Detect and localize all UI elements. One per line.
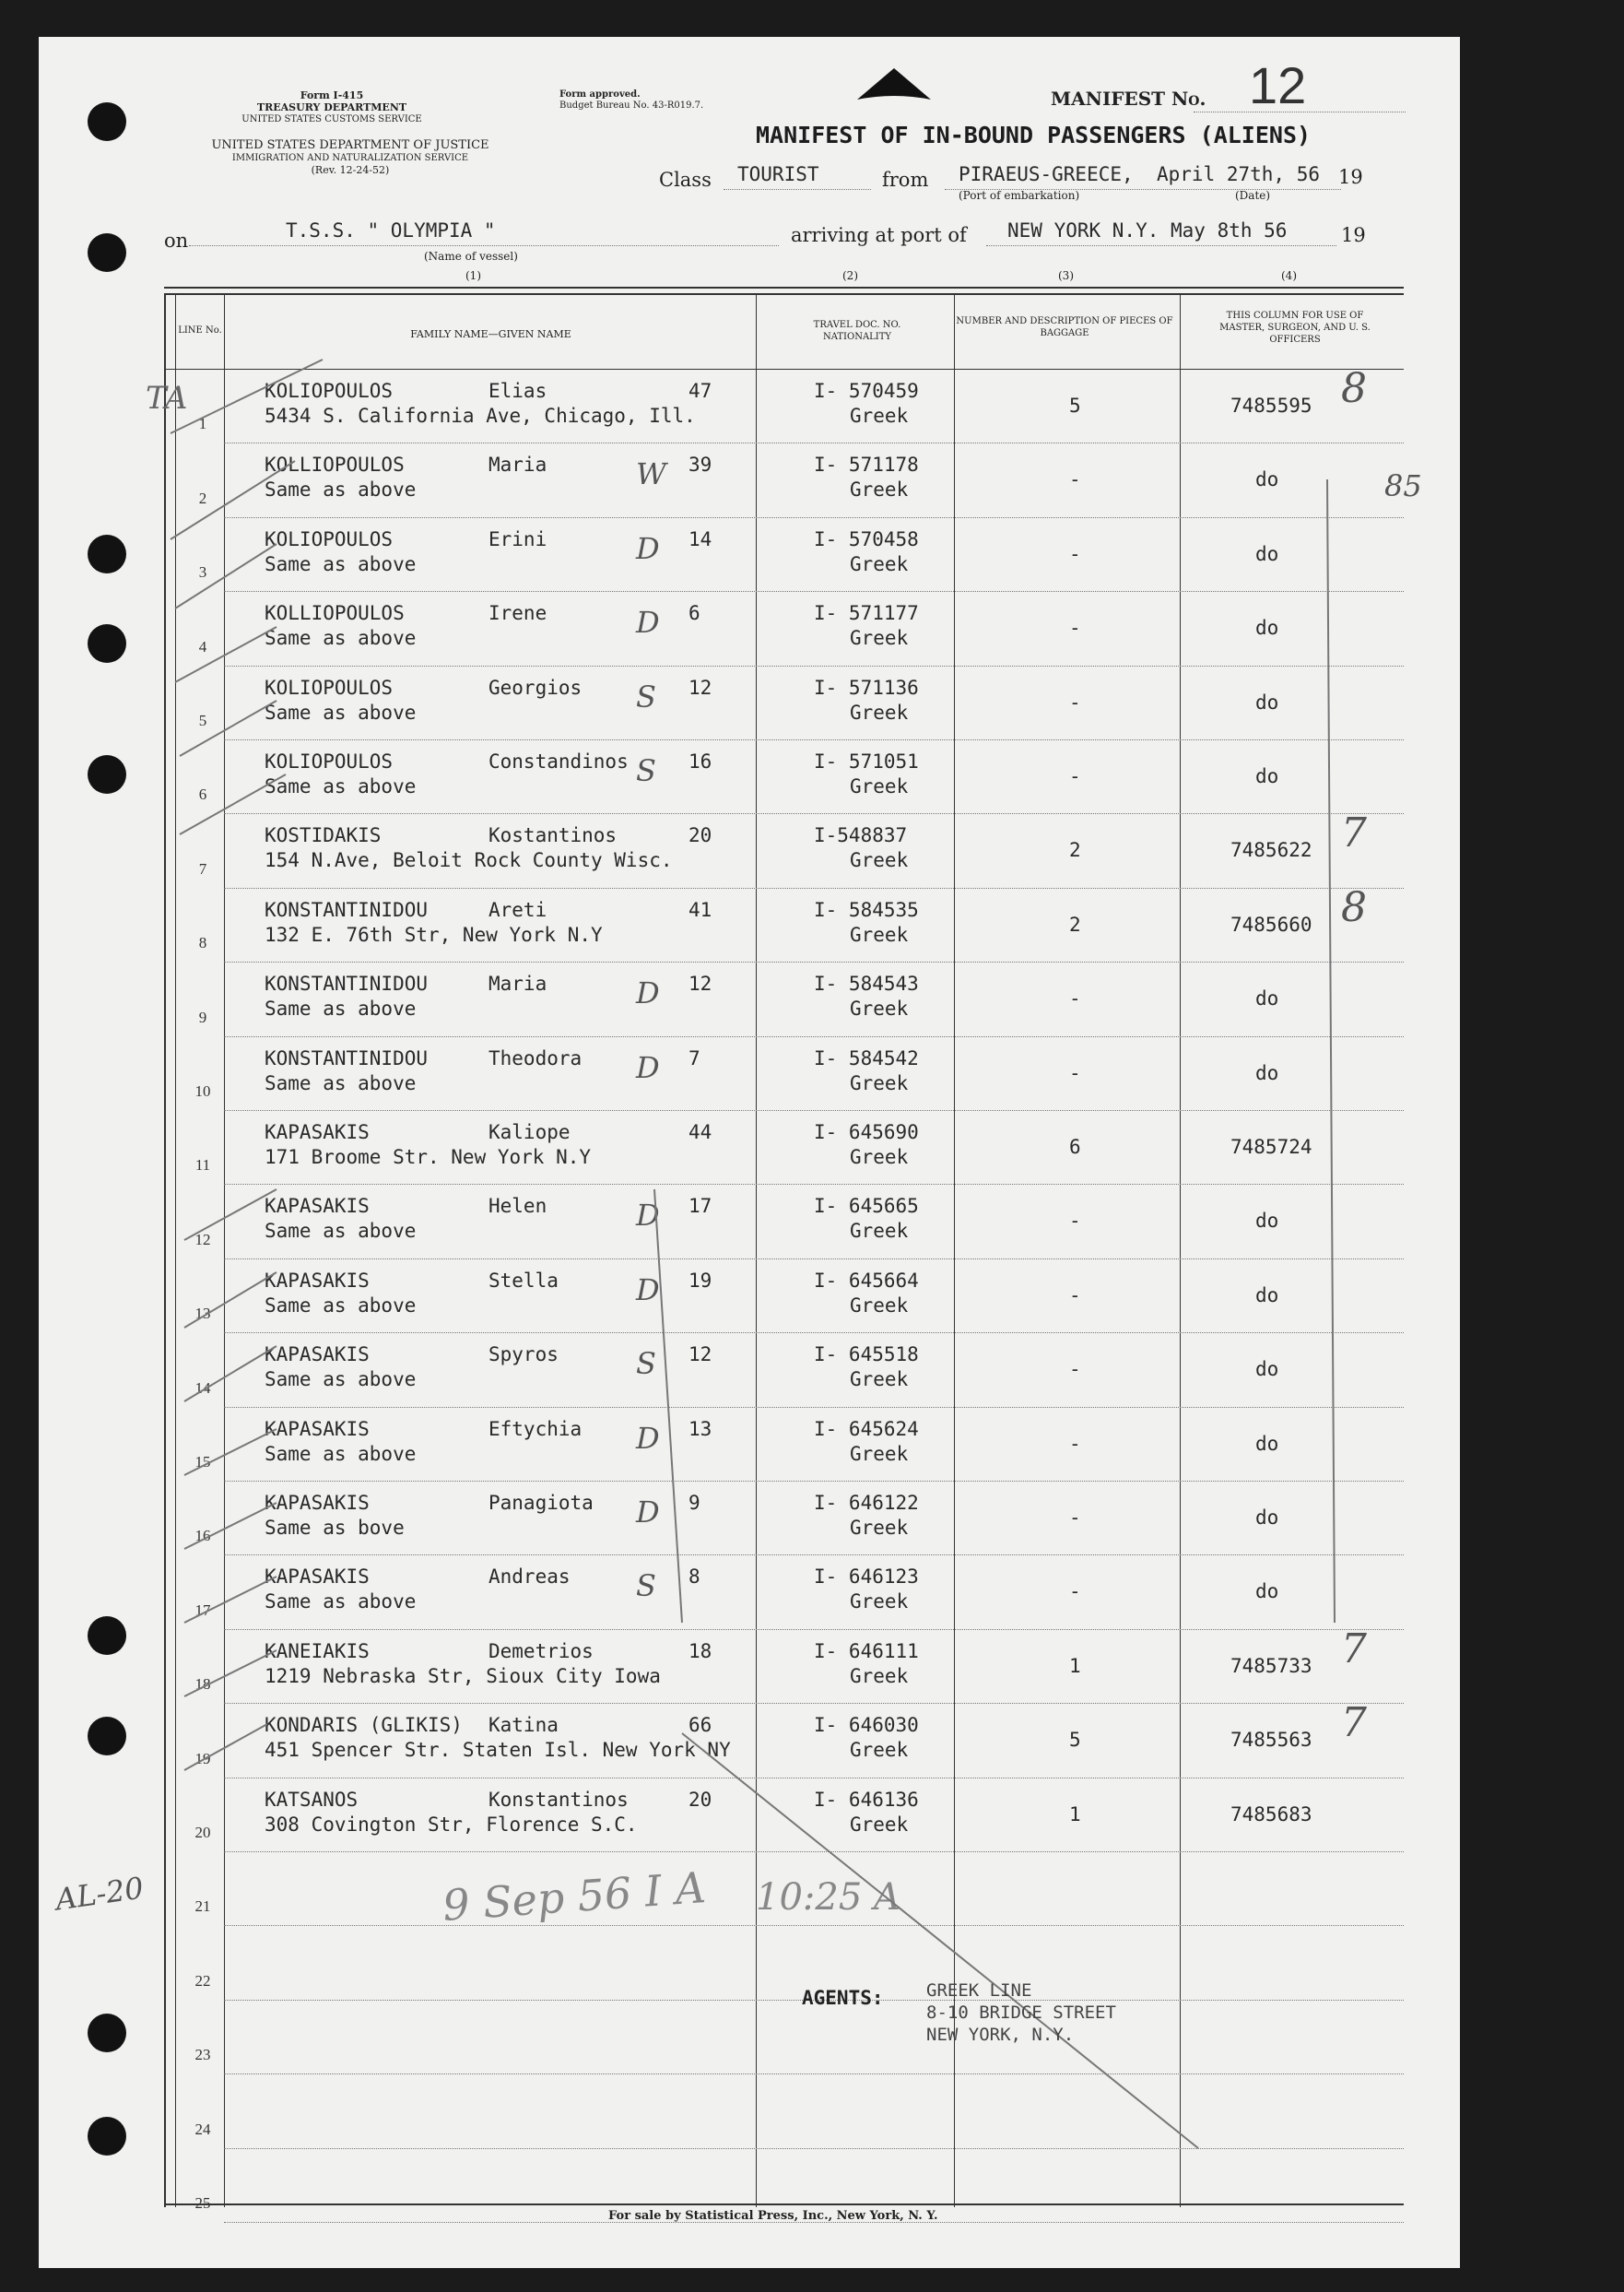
address: 154 N.Ave, Beloit Rock County Wisc. — [265, 849, 673, 871]
travel-doc-no: I- 645665 — [814, 1195, 919, 1217]
line-number: 21 — [194, 1897, 211, 1915]
date-stamp: 9 Sep 56 I A — [441, 1862, 708, 1931]
date-caption: (Date) — [1235, 189, 1271, 202]
given-name: Irene — [488, 602, 547, 624]
top-left-mark: TA — [146, 380, 188, 417]
col-header-doc: TRAVEL DOC. NO. NATIONALITY — [813, 320, 901, 342]
officer-entry: do — [1255, 1210, 1279, 1232]
age: 44 — [688, 1121, 712, 1143]
baggage-count: - — [1069, 1580, 1081, 1602]
nationality: Greek — [850, 998, 909, 1020]
address: Same as above — [265, 1368, 417, 1390]
travel-doc-no: I- 645664 — [814, 1270, 919, 1292]
family-name: KOLIOPOULOS — [265, 528, 394, 550]
arrival-year-label: 19 — [1341, 224, 1366, 246]
officer-entry: 7485660 — [1230, 914, 1312, 936]
family-name: KOLIOPOULOS — [265, 750, 394, 773]
address: Same as above — [265, 702, 417, 724]
family-name: KATSANOS — [265, 1789, 359, 1811]
line-number: 13 — [194, 1305, 211, 1322]
age: 14 — [688, 528, 712, 550]
agents-line-1: GREEK LINE — [926, 1980, 1032, 2001]
family-name: KOLIOPOULOS — [265, 380, 394, 402]
officer-entry: do — [1255, 1433, 1279, 1455]
travel-doc-no: I- 571136 — [814, 677, 919, 699]
handwritten-mark: D — [636, 1198, 660, 1233]
age: 7 — [688, 1047, 700, 1069]
line-number: 16 — [194, 1527, 211, 1544]
given-name: Maria — [488, 973, 547, 995]
nationality: Greek — [850, 627, 909, 649]
line-number: 22 — [194, 1972, 211, 1990]
arriving-label: arriving at port of — [791, 224, 967, 246]
given-name: Maria — [488, 454, 547, 476]
family-name: KAPASAKIS — [265, 1195, 370, 1217]
nationality: Greek — [850, 1220, 909, 1242]
age: 12 — [688, 1343, 712, 1365]
address: Same as above — [265, 775, 417, 797]
officer-entry: do — [1255, 543, 1279, 565]
age: 12 — [688, 677, 712, 699]
travel-doc-no: I- 646122 — [814, 1492, 919, 1514]
column-number-3: (3) — [1058, 269, 1074, 282]
baggage-count: 5 — [1069, 1729, 1081, 1751]
family-name: KAPASAKIS — [265, 1418, 370, 1440]
justice-dept: UNITED STATES DEPARTMENT OF JUSTICE — [211, 138, 489, 152]
given-name: Georgios — [488, 677, 583, 699]
officer-entry: do — [1255, 1062, 1279, 1084]
age: 41 — [688, 899, 712, 921]
officer-entry: do — [1255, 1580, 1279, 1602]
manifest-label: MANIFEST No. — [1051, 88, 1206, 110]
officer-entry: do — [1255, 1358, 1279, 1380]
travel-doc-no: I- 646136 — [814, 1789, 919, 1811]
travel-doc-no: I- 570459 — [814, 380, 919, 402]
age: 8 — [688, 1565, 700, 1588]
margin-total: 85 — [1384, 468, 1422, 503]
address: Same as above — [265, 627, 417, 649]
address: Same as above — [265, 1590, 417, 1613]
handwritten-mark: D — [636, 1050, 660, 1085]
handwritten-mark: 8 — [1341, 884, 1367, 931]
given-name: Andreas — [488, 1565, 571, 1588]
travel-doc-no: I- 646030 — [814, 1714, 919, 1736]
address: 1219 Nebraska Str, Sioux City Iowa — [265, 1665, 661, 1687]
line-number: 18 — [194, 1675, 211, 1693]
col-header-name: FAMILY NAME—GIVEN NAME — [410, 328, 571, 340]
footer-printer: For sale by Statistical Press, Inc., New York, N. Y. — [608, 2209, 938, 2223]
family-name: KANEIAKIS — [265, 1640, 370, 1662]
baggage-count: 2 — [1069, 839, 1081, 861]
budget-bureau: Budget Bureau No. 43-R019.7. — [559, 100, 704, 111]
col-header-line: LINE No. — [178, 325, 222, 336]
baggage-count: - — [1069, 987, 1081, 1010]
age: 18 — [688, 1640, 712, 1662]
nationality: Greek — [850, 1590, 909, 1613]
given-name: Stella — [488, 1270, 559, 1292]
baggage-count: 5 — [1069, 395, 1081, 417]
line-number: 23 — [194, 2046, 211, 2063]
handwritten-mark: S — [636, 1346, 656, 1381]
line-number: 15 — [194, 1453, 211, 1471]
class-value: TOURIST — [737, 163, 819, 185]
left-margin-note: AL-20 — [53, 1870, 147, 1918]
travel-doc-no: I- 645624 — [814, 1418, 919, 1440]
family-name: KOLIOPOULOS — [265, 677, 394, 699]
line-number: 7 — [198, 860, 207, 878]
ins-service: IMMIGRATION AND NATURALIZATION SERVICE — [231, 153, 469, 163]
address: Same as above — [265, 478, 417, 501]
address: Same as above — [265, 1294, 417, 1317]
line-number: 4 — [198, 638, 207, 656]
page-title: MANIFEST OF IN-BOUND PASSENGERS (ALIENS) — [756, 122, 1312, 148]
travel-doc-no: I- 646123 — [814, 1565, 919, 1588]
col-header-baggage: NUMBER AND DESCRIPTION OF PIECES OF BAGGAGE — [956, 316, 1173, 338]
address: 132 E. 76th Str, New York N.Y — [265, 924, 603, 946]
treasury-dept: TREASURY DEPARTMENT — [256, 101, 407, 113]
officer-entry: do — [1255, 617, 1279, 639]
handwritten-mark: D — [636, 975, 660, 1010]
address: Same as above — [265, 998, 417, 1020]
handwritten-mark: S — [636, 679, 656, 715]
travel-doc-no: I- 571177 — [814, 602, 919, 624]
nationality: Greek — [850, 405, 909, 427]
handwritten-mark: D — [636, 531, 660, 566]
given-name: Demetrios — [488, 1640, 594, 1662]
handwritten-mark: D — [636, 1495, 660, 1530]
handwritten-mark: 7 — [1341, 1625, 1367, 1672]
family-name: KOSTIDAKIS — [265, 824, 382, 846]
family-name: KONSTANTINIDOU — [265, 1047, 429, 1069]
line-number: 1 — [198, 415, 207, 432]
age: 20 — [688, 824, 712, 846]
port-of-embarkation: PIRAEUS-GREECE, — [959, 163, 1134, 185]
family-name: KONDARIS (GLIKIS) — [265, 1714, 463, 1736]
officer-entry: do — [1255, 765, 1279, 787]
agents-line-2: 8-10 BRIDGE STREET — [926, 2003, 1116, 2023]
handwritten-mark: 7 — [1341, 1699, 1367, 1746]
travel-doc-no: I- 571178 — [814, 454, 919, 476]
line-number: 2 — [198, 490, 207, 507]
officer-entry: do — [1255, 468, 1279, 490]
nationality: Greek — [850, 1146, 909, 1168]
officer-entry: 7485563 — [1230, 1729, 1312, 1751]
nationality: Greek — [850, 1517, 909, 1539]
given-name: Constandinos — [488, 750, 629, 773]
handwritten-mark: S — [636, 753, 656, 788]
travel-doc-no: I- 646111 — [814, 1640, 919, 1662]
form-number: Form I-415 — [300, 89, 364, 101]
line-number: 8 — [198, 934, 207, 951]
age: 6 — [688, 602, 700, 624]
handwritten-mark: S — [636, 1568, 656, 1603]
travel-doc-no: I- 645690 — [814, 1121, 919, 1143]
col-header-officers: THIS COLUMN FOR USE OF MASTER, SURGEON, AND U. S. OFFICERS — [1219, 311, 1371, 345]
baggage-count: 1 — [1069, 1803, 1081, 1825]
officer-entry: 7485724 — [1230, 1136, 1312, 1158]
baggage-count: - — [1069, 1358, 1081, 1380]
line-number: 12 — [194, 1231, 211, 1248]
revision: (Rev. 12-24-52) — [311, 164, 390, 176]
age: 9 — [688, 1492, 700, 1514]
family-name: KAPASAKIS — [265, 1343, 370, 1365]
age: 39 — [688, 454, 712, 476]
from-label: from — [882, 169, 929, 191]
line-number: 14 — [194, 1379, 211, 1397]
column-number-4: (4) — [1281, 269, 1297, 282]
line-number: 19 — [194, 1750, 211, 1767]
family-name: KAPASAKIS — [265, 1270, 370, 1292]
address: Same as bove — [265, 1517, 405, 1539]
given-name: Kaliope — [488, 1121, 571, 1143]
nationality: Greek — [850, 1368, 909, 1390]
port-caption: (Port of embarkation) — [959, 189, 1080, 202]
line-number: 20 — [194, 1824, 211, 1841]
given-name: Konstantinos — [488, 1789, 629, 1811]
handwritten-mark: W — [636, 456, 666, 491]
column-number-2: (2) — [842, 269, 858, 282]
officer-entry: 7485683 — [1230, 1803, 1312, 1825]
officer-entry: do — [1255, 1506, 1279, 1529]
baggage-count: - — [1069, 543, 1081, 565]
address: 5434 S. California Ave, Chicago, Ill. — [265, 405, 696, 427]
baggage-count: - — [1069, 691, 1081, 714]
given-name: Elias — [488, 380, 547, 402]
line-number: 17 — [194, 1601, 211, 1619]
line-number: 11 — [194, 1156, 211, 1174]
family-name: KAPASAKIS — [265, 1492, 370, 1514]
form-approved: Form approved. — [559, 89, 641, 100]
vessel-caption: (Name of vessel) — [424, 250, 518, 263]
manifest-number: 12 — [1249, 56, 1307, 114]
age: 12 — [688, 973, 712, 995]
given-name: Areti — [488, 899, 547, 921]
family-name: KONSTANTINIDOU — [265, 899, 429, 921]
family-name: KOLLIOPOULOS — [265, 602, 405, 624]
customs-service: UNITED STATES CUSTOMS SERVICE — [241, 114, 422, 124]
age: 47 — [688, 380, 712, 402]
travel-doc-no: I- 584542 — [814, 1047, 919, 1069]
officer-entry: do — [1255, 987, 1279, 1010]
given-name: Eftychia — [488, 1418, 583, 1440]
nationality: Greek — [850, 1072, 909, 1094]
travel-doc-no: I- 584543 — [814, 973, 919, 995]
travel-doc-no: I- 584535 — [814, 899, 919, 921]
nationality: Greek — [850, 1814, 909, 1836]
given-name: Kostantinos — [488, 824, 618, 846]
officer-entry: 7485622 — [1230, 839, 1312, 861]
travel-doc-no: I- 571051 — [814, 750, 919, 773]
family-name: KOLLIOPOULOS — [265, 454, 405, 476]
age: 17 — [688, 1195, 712, 1217]
nationality: Greek — [850, 1739, 909, 1761]
vessel-name: T.S.S. " OLYMPIA " — [286, 219, 496, 242]
age: 66 — [688, 1714, 712, 1736]
given-name: Spyros — [488, 1343, 559, 1365]
line-number: 6 — [198, 786, 207, 803]
embark-date: April 27th, 56 — [1157, 163, 1321, 185]
line-number: 25 — [194, 2194, 211, 2212]
arrival-port: NEW YORK N.Y. May 8th 56 — [1007, 219, 1288, 242]
baggage-count: - — [1069, 617, 1081, 639]
baggage-count: - — [1069, 1062, 1081, 1084]
baggage-count: 2 — [1069, 914, 1081, 936]
given-name: Helen — [488, 1195, 547, 1217]
address: Same as above — [265, 553, 417, 575]
baggage-count: - — [1069, 1433, 1081, 1455]
line-number: 3 — [198, 563, 207, 581]
column-number-1: (1) — [465, 269, 481, 282]
age: 13 — [688, 1418, 712, 1440]
officer-entry: 7485595 — [1230, 395, 1312, 417]
handwritten-mark: 7 — [1341, 809, 1367, 857]
line-number: 5 — [198, 712, 207, 729]
line-number: 10 — [194, 1082, 211, 1100]
address: 171 Broome Str. New York N.Y — [265, 1146, 592, 1168]
on-label: on — [164, 230, 189, 252]
family-name: KONSTANTINIDOU — [265, 973, 429, 995]
baggage-count: 6 — [1069, 1136, 1081, 1158]
address: Same as above — [265, 1443, 417, 1465]
line-number: 24 — [194, 2121, 211, 2138]
address: Same as above — [265, 1220, 417, 1242]
handwritten-mark: 8 — [1341, 365, 1367, 412]
handwritten-mark: D — [636, 1272, 660, 1307]
nationality: Greek — [850, 1294, 909, 1317]
year-label: 19 — [1338, 166, 1363, 188]
nationality: Greek — [850, 775, 909, 797]
travel-doc-no: I- 645518 — [814, 1343, 919, 1365]
nationality: Greek — [850, 553, 909, 575]
line-number: 9 — [198, 1009, 207, 1026]
officer-entry: do — [1255, 1284, 1279, 1306]
baggage-count: - — [1069, 1284, 1081, 1306]
family-name: KAPASAKIS — [265, 1565, 370, 1588]
baggage-count: - — [1069, 1506, 1081, 1529]
nationality: Greek — [850, 478, 909, 501]
given-name: Theodora — [488, 1047, 583, 1069]
nationality: Greek — [850, 1443, 909, 1465]
travel-doc-no: I- 570458 — [814, 528, 919, 550]
officer-entry: 7485733 — [1230, 1655, 1312, 1677]
time-stamp: 10:25 A — [756, 1876, 900, 1919]
baggage-count: 1 — [1069, 1655, 1081, 1677]
given-name: Panagiota — [488, 1492, 594, 1514]
handwritten-mark: D — [636, 1421, 660, 1456]
address: Same as above — [265, 1072, 417, 1094]
travel-doc-no: I-548837 — [814, 824, 908, 846]
age: 19 — [688, 1270, 712, 1292]
handwritten-mark: D — [636, 605, 660, 640]
nationality: Greek — [850, 702, 909, 724]
officer-entry: do — [1255, 691, 1279, 714]
nationality: Greek — [850, 924, 909, 946]
baggage-count: - — [1069, 468, 1081, 490]
baggage-count: - — [1069, 765, 1081, 787]
given-name: Erini — [488, 528, 547, 550]
nationality: Greek — [850, 849, 909, 871]
address: 451 Spencer Str. Staten Isl. New York NY — [265, 1739, 731, 1761]
class-label: Class — [659, 169, 712, 191]
nationality: Greek — [850, 1665, 909, 1687]
given-name: Katina — [488, 1714, 559, 1736]
agents-label: AGENTS: — [802, 1987, 884, 2009]
agents-line-3: NEW YORK, N.Y. — [926, 2025, 1075, 2045]
baggage-count: - — [1069, 1210, 1081, 1232]
age: 16 — [688, 750, 712, 773]
family-name: KAPASAKIS — [265, 1121, 370, 1143]
age: 20 — [688, 1789, 712, 1811]
address: 308 Covington Str, Florence S.C. — [265, 1814, 638, 1836]
